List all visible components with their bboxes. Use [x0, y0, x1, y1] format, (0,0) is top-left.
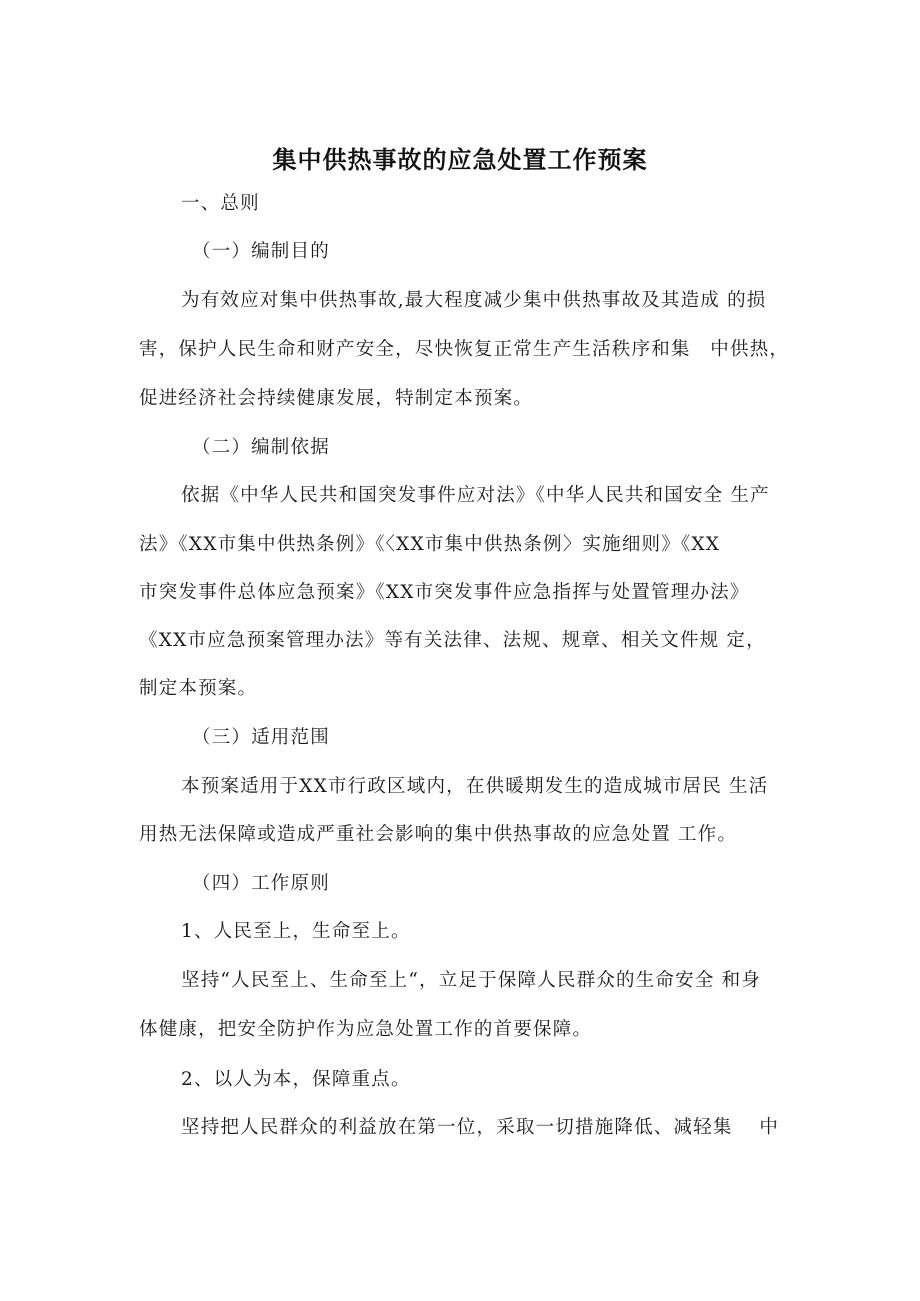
paragraph-line: 为有效应对集中供热事故,最大程度减少集中供热事故及其造成 的损 [181, 290, 767, 311]
paragraph-line: 害，保护人民生命和财产安全，尽快恢复正常生产生活秩序和集 中供热， [139, 339, 790, 360]
principle-item-2: 2、以人为本，保障重点。 [181, 1069, 411, 1090]
document-title: 集中供热事故的应急处置工作预案 [272, 146, 648, 174]
paragraph-line: 体健康，把安全防护作为应急处置工作的首要保障。 [139, 1019, 593, 1040]
subsection-heading-basis: （二）编制依据 [192, 437, 330, 458]
subsection-heading-scope: （三）适用范围 [192, 727, 330, 748]
paragraph-line: 制定本预案。 [139, 678, 258, 699]
paragraph-line: 本预案适用于XX市行政区域内，在供暖期发生的造成城市居民 生活 [181, 776, 769, 797]
subsection-heading-purpose: （一）编制目的 [192, 241, 330, 262]
paragraph-line: 法》《XX市集中供热条例》《〈XX市集中供热条例〉实施细则》《XX [139, 534, 721, 555]
paragraph-line: 坚持“人民至上、生命至上“，立足于保障人民群众的生命安全 和身 [181, 970, 761, 991]
paragraph-line: 坚持把人民群众的利益放在第一位，采取一切措施降低、减轻集 中 [181, 1117, 780, 1138]
paragraph-line: 依据《中华人民共和国突发事件应对法》《中华人民共和国安全 生产 [181, 485, 770, 506]
paragraph-line: 市突发事件总体应急预案》《XX市突发事件应急指挥与处置管理办法》 [139, 582, 750, 603]
paragraph-line: 促进经济社会持续健康发展，特制定本预案。 [139, 388, 534, 409]
subsection-heading-principles: （四）工作原则 [192, 873, 330, 894]
paragraph-line: 用热无法保障或造成严重社会影响的集中供热事故的应急处置 工作。 [139, 824, 738, 845]
paragraph-line: 《XX市应急预案管理办法》等有关法律、法规、规章、相关文件规 定， [139, 630, 766, 651]
section-heading-general: 一、总则 [181, 193, 260, 214]
principle-item-1: 1、人民至上，生命至上。 [181, 921, 411, 942]
